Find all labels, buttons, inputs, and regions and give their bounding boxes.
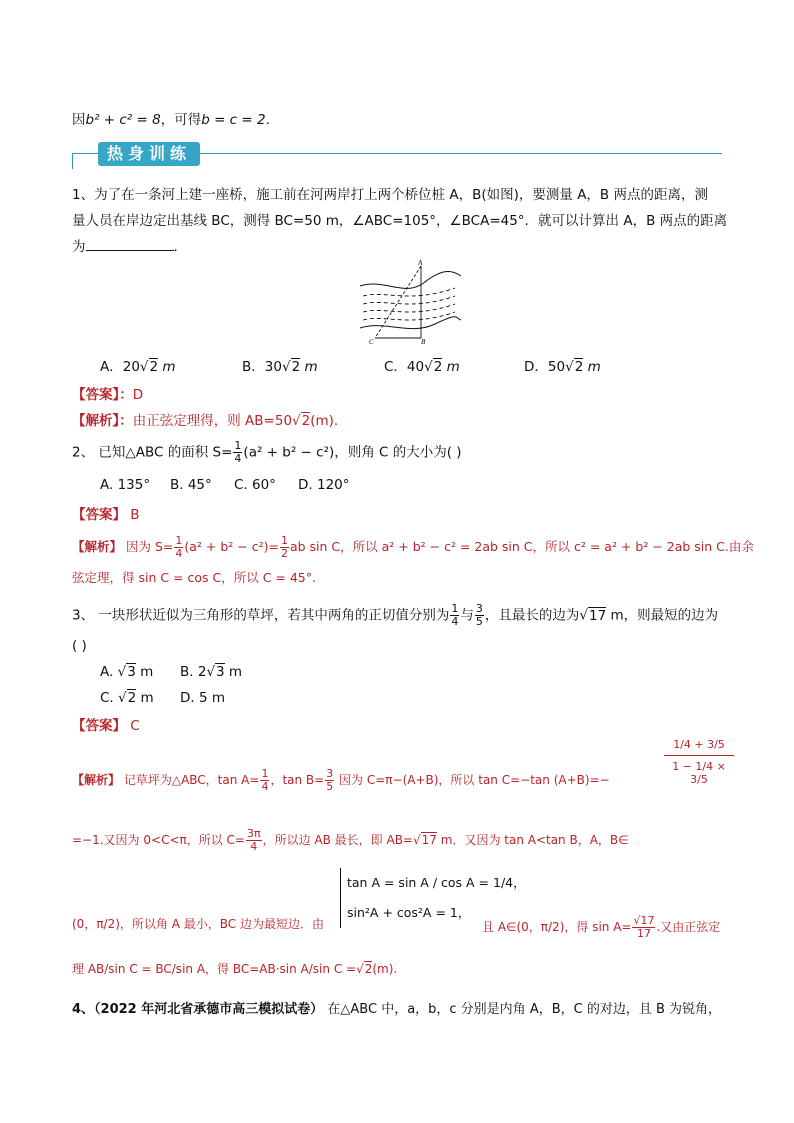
q4-stem xyxy=(72,998,721,1017)
intro-mid: ，可得 xyxy=(160,112,202,128)
frac-den: 4 xyxy=(234,452,242,465)
analysis-part: (m). xyxy=(372,962,398,976)
q3-big-fraction xyxy=(664,738,734,786)
option-root: 3 xyxy=(216,664,225,680)
analysis-root: 2 xyxy=(364,962,373,976)
option-label: C．40 xyxy=(384,359,425,375)
big-frac-num: 1/4 + 3/5 xyxy=(664,738,734,756)
analysis-end: (m). xyxy=(310,413,339,429)
intro-end: . xyxy=(265,112,270,128)
frac-num: 1 xyxy=(234,439,242,452)
answer-value: B xyxy=(130,507,140,523)
q1-line2: 量人员在岸边定出基线 BC，测得 BC=50 m，∠ABC=105°，∠BCA=45°．就可以计算出 A，B 两点的距离 xyxy=(72,213,728,229)
frac-den: 4 xyxy=(175,547,183,560)
q3-option-b[interactable]: B. 2√3 m xyxy=(180,664,243,680)
q4-text: 在△ABC 中，a，b，c 分别是内角 A，B，C 的对边，且 B 为锐角， xyxy=(323,1002,722,1017)
option-label: B．30 xyxy=(242,359,282,375)
analysis-part: 因为 S= xyxy=(126,539,174,554)
q3-analysis-line1 xyxy=(72,768,610,793)
q1-option-c[interactable]: C．40√2 m xyxy=(384,359,460,375)
analysis-label: 【解析】 xyxy=(72,539,123,554)
intro-prefix: 因 xyxy=(72,112,86,128)
option-root: 2 xyxy=(291,359,301,375)
frac-num: 3 xyxy=(475,602,483,615)
intro-math2: b = c = 2 xyxy=(201,112,266,128)
analysis-fraction xyxy=(260,768,269,793)
answer-label: 【答案】： xyxy=(72,387,133,403)
analysis-part: 且 A∈(0，π/2)，得 sin A= xyxy=(482,920,632,934)
option-unit: m xyxy=(135,664,154,680)
option-label: C. xyxy=(100,690,119,706)
q2-option-b[interactable]: B. 45° xyxy=(170,477,212,493)
option-unit: m xyxy=(300,359,318,375)
q3-option-d[interactable]: D. 5 m xyxy=(180,690,226,706)
figure-label-a: A xyxy=(418,259,423,267)
section-title: 热身训练 xyxy=(98,142,200,166)
frac-den: 5 xyxy=(475,615,483,628)
system-eq-1: tan A = sin A / cos A = 1/4， xyxy=(347,875,526,890)
system-eq-2: sin²A + cos²A = 1， xyxy=(347,905,471,920)
analysis-part: 因为 C=π−(A+B)，所以 tan C=−tan (A+B)=− xyxy=(339,773,610,787)
q3-root: 17 xyxy=(589,607,607,624)
q1-line3 xyxy=(72,235,187,255)
q3-analysis-line3b xyxy=(482,915,720,940)
analysis-part: ，tan B= xyxy=(270,773,325,787)
q3-frac-1 xyxy=(450,603,459,628)
q3-stem-prefix: 3、 一块形状近似为三角形的草坪，若其中两角的正切值分别为 xyxy=(72,607,450,624)
answer-value: D xyxy=(132,387,144,403)
analysis-root: 17 xyxy=(421,833,437,847)
option-root: 2 xyxy=(574,359,584,375)
q2-option-c[interactable]: C. 60° xyxy=(234,477,276,493)
frac-num: 3 xyxy=(326,767,334,780)
option-unit: m xyxy=(136,690,154,706)
analysis-part: 理 AB/sin C = BC/sin A，得 BC=AB·sin A/sin C = xyxy=(72,962,357,976)
frac-num: 3π xyxy=(246,827,261,840)
q1-line3-suffix: ． xyxy=(173,239,187,255)
river-figure xyxy=(355,258,465,348)
analysis-label: 【解析】 xyxy=(72,773,121,787)
analysis-fraction xyxy=(246,828,262,853)
option-unit: m xyxy=(224,664,243,680)
q3-stem: 3、 一块形状近似为三角形的草坪，若其中两角的正切值分别为 $\frac{1}{4}$ 与 $\frac{3}{5}$ ，且最长的边为√17 m，则最短的边为 xyxy=(72,602,719,628)
q2-option-a[interactable]: A. 135° xyxy=(100,477,151,493)
analysis-part: (a² + b² − c²)= xyxy=(184,539,279,554)
option-unit: m xyxy=(158,359,176,375)
banner-hook xyxy=(72,153,83,169)
q3-paren: ( ) xyxy=(72,638,87,654)
q3-analysis-line2: =−1.又因为 0<C<π，所以 C= $\frac{3\pi}{4}$ ，所以边 AB 最长，即 AB=√17 m．又因为 tan A<tan B，A，B∈ xyxy=(72,827,629,853)
frac-den: 5 xyxy=(326,780,334,793)
q3-option-c[interactable]: C. √2 m xyxy=(100,690,154,706)
answer-label: 【答案】 xyxy=(72,718,126,734)
q2-fraction xyxy=(233,440,242,465)
q3-answer xyxy=(72,714,140,734)
option-label: A. xyxy=(100,664,118,680)
option-root: 2 xyxy=(127,690,137,706)
analysis-fraction: $\frac{√17}{17}$ xyxy=(633,914,655,940)
analysis-part: .又由正弦定 xyxy=(656,920,721,934)
frac-den: 4 xyxy=(250,840,258,853)
intro-line xyxy=(72,108,270,128)
option-unit: m xyxy=(442,359,460,375)
q3-analysis-line4: 理 AB/sin C = BC/sin A，得 BC=AB·sin A/sin C =√2(m). xyxy=(72,962,398,976)
q4-prefix: 4、 xyxy=(72,1002,95,1017)
q2-option-d[interactable]: D. 120° xyxy=(298,477,350,493)
q2-stem-prefix: 2、 已知△ABC 的面积 S= xyxy=(72,444,233,461)
analysis-part: ab sin C，所以 a² + b² − c² = 2ab sin C，所以 c² = a² + b² − 2ab sin C.由余 xyxy=(289,539,754,554)
analysis-fraction xyxy=(174,535,183,560)
option-root: 2 xyxy=(433,359,443,375)
answer-value: C xyxy=(130,718,140,734)
analysis-part: =−1.又因为 0<C<π，所以 C= xyxy=(72,833,245,847)
option-label: B. 2 xyxy=(180,664,207,680)
frac-den: 4 xyxy=(261,780,269,793)
analysis-part: ，所以边 AB 最长，即 AB= xyxy=(262,833,413,847)
answer-label: 【答案】 xyxy=(72,507,126,523)
q1-analysis: 【解析】：由正弦定理得，则 AB=50√2(m). xyxy=(72,413,339,429)
frac-num: 1 xyxy=(175,534,183,547)
analysis-label: 【解析】： xyxy=(72,413,133,429)
q2-answer xyxy=(72,503,140,523)
option-root: 2 xyxy=(149,359,159,375)
option-root: 3 xyxy=(127,664,136,680)
option-label: D．50 xyxy=(524,359,566,375)
q1-option-b[interactable]: B．30√2 m xyxy=(242,359,318,375)
analysis-root: 2 xyxy=(301,413,311,429)
q3-stem-end: m，则最短的边为 xyxy=(606,607,719,624)
frac-num: 1 xyxy=(261,767,269,780)
q1-line3-prefix: 为 xyxy=(72,239,86,255)
q2-stem xyxy=(72,440,462,465)
option-label: A．20 xyxy=(100,359,140,375)
analysis-fraction xyxy=(325,768,334,793)
frac-den: 4 xyxy=(451,615,459,628)
q2-stem-mid: (a² + b² − c²)，则角 C 的大小为( ) xyxy=(243,444,462,461)
q3-analysis-line3a: (0，π/2)，所以角 A 最小，BC 边为最短边．由 xyxy=(72,917,324,931)
q1-option-d[interactable]: D．50√2 m xyxy=(524,359,601,375)
analysis-part: m．又因为 tan A<tan B，A，B∈ xyxy=(436,833,629,847)
q1-answer xyxy=(72,383,143,403)
q2-analysis-line2: 弦定理，得 sin C = cos C，所以 C = 45°. xyxy=(72,570,316,585)
analysis-fraction-2: $\frac{1}{2}$ xyxy=(280,534,288,560)
q3-option-a[interactable]: A. √3 m xyxy=(100,664,154,680)
intro-math: b² + c² = 8 xyxy=(85,112,161,128)
figure-label-c: C xyxy=(369,338,374,346)
answer-blank xyxy=(86,238,174,251)
figure-label-b: B xyxy=(421,338,426,346)
q1-option-a[interactable]: A．20√2 m xyxy=(100,359,176,375)
q4-source: （2022 年河北省承德市高三模拟试卷） xyxy=(94,1002,324,1017)
q1-line1: 1、为了在一条河上建一座桥，施工前在河两岸打上两个桥位桩 A，B(如图)，要测量 A，B 两点的距离，测 xyxy=(72,187,708,203)
analysis-text: 由正弦定理得，则 AB=50 xyxy=(132,413,293,429)
q3-with: 与 xyxy=(460,607,474,624)
q3-stem-mid: ，且最长的边为 xyxy=(484,607,580,624)
frac-num: 1 xyxy=(451,602,459,615)
q2-analysis-line1 xyxy=(72,535,754,560)
q3-frac-2 xyxy=(475,603,484,628)
analysis-part: 记草坪为△ABC，tan A= xyxy=(123,773,260,787)
big-frac-den: 1 − 1/4 × 3/5 xyxy=(672,760,726,786)
option-unit: m xyxy=(583,359,601,375)
section-banner xyxy=(72,140,722,170)
